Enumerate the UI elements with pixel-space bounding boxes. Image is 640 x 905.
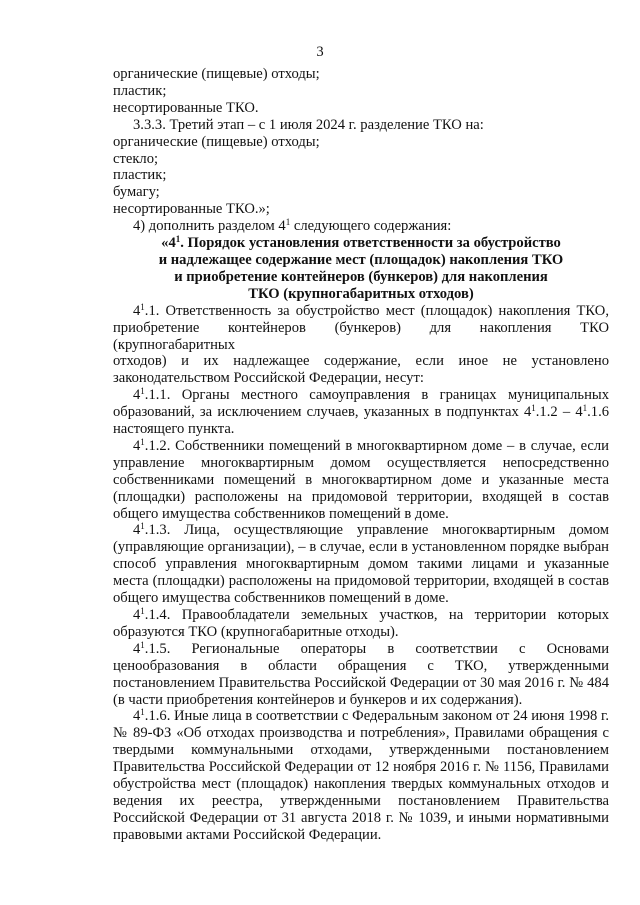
paragraph-4-1-1-6: $4^1.1.6$. Иные лица в соответствии с Федеральным законом от 24 июня 1998 г. № 89-ФЗ «Об отходах производства и потребления», Правилами обращения с твердыми коммунальными отходами, утвержденными постановлением Правительства Российской Федерации от 12 ноября 2016 г. № 1156, Правилами обустройства мест (площадок) накопления твердых коммунальных отходов и ведения их реестра, утвержденными постановлением Правительства Российской Федерации от 31 августа 2018 г. № 1039, и иными нормативными правовыми актами Российской Федерации. [113, 707, 609, 843]
paragraph-4-1-1-2: $4^1.1.2$. Собственники помещений в многоквартирном доме – в случае, если управление многоквартирным домом осуществляется непосредственно собственниками помещений в многоквартирном доме и указанные места (площадки) расположены на придомовой территории, входящей в состав общего имущества собственников помещений в доме. [113, 436, 609, 522]
section-heading: «$4^1$. Порядок установления ответственности за обустройство и надлежащее содержание мест (площадок) накопления ТКО и приобретение контейнеров (бункеров) для накопления ТКО (крупногабаритных отходов) [158, 234, 564, 302]
paragraph-4-1-1-3: $4^1.1.3$. Лица, осуществляющие управление многоквартирным домом (управляющие организации), – в случае, если в установленном порядке выбран способ управления многоквартирным домом такими лицами и указанные места (площадки) расположены на придомовой территории, входящей в состав общего имущества собственников помещений в доме. [113, 521, 609, 607]
list-item: органические (пищевые) отходы; [113, 133, 320, 150]
list-item: органические (пищевые) отходы; [113, 66, 320, 82]
paragraph-4-1-1-5: $4^1.1.5$. Региональные операторы в соответствии с Основами ценообразования в области обращения с ТКО, утвержденными постановлением Правительства Российской Федерации от 30 мая 2016 г. № 484 (в части приобретения контейнеров и бункеров и их содержания). [113, 639, 609, 708]
list-item: пластик; [113, 167, 167, 184]
paragraph-4-1-1-1: $4^1.1.1$. Органы местного самоуправления в границах муниципальных образований, за исключением случаев, указанных в подпунктах $4^1.1.2 - 4^1.1.6$ настоящего пункта. [113, 386, 610, 438]
list-item: стекло; [113, 150, 159, 167]
amendment-paragraph: 4) дополнить разделом $4^1$ следующего содержания: [133, 217, 452, 235]
list-item: несортированные ТКО.»; [113, 201, 270, 218]
list-item: бумагу; [113, 184, 160, 201]
paragraph-4-1-1: $4^1.1$. Ответственность за обустройство мест (площадок) накопления ТКО, приобретение контейнеров (бункеров) для накопления ТКО (крупногабаритных отходов) и их надлежащее содержание, если иное не установлено законодательством Российской Федерации, несут: [113, 301, 609, 387]
paragraph-4-1-1-4: $4^1.1.4$. Правообладатели земельных участков, на территории которых образуются ТКО (крупногабаритные отходы). [113, 606, 609, 640]
waste-list [113, 66, 609, 218]
list-item: несортированные ТКО. [113, 99, 259, 116]
list-item: пластик; [113, 82, 167, 99]
stage-paragraph: 3.3.3. Третий этап – с 1 июля 2024 г. разделение ТКО на: [133, 116, 484, 133]
page-number: 3 [316, 44, 324, 60]
document-body [113, 66, 609, 844]
